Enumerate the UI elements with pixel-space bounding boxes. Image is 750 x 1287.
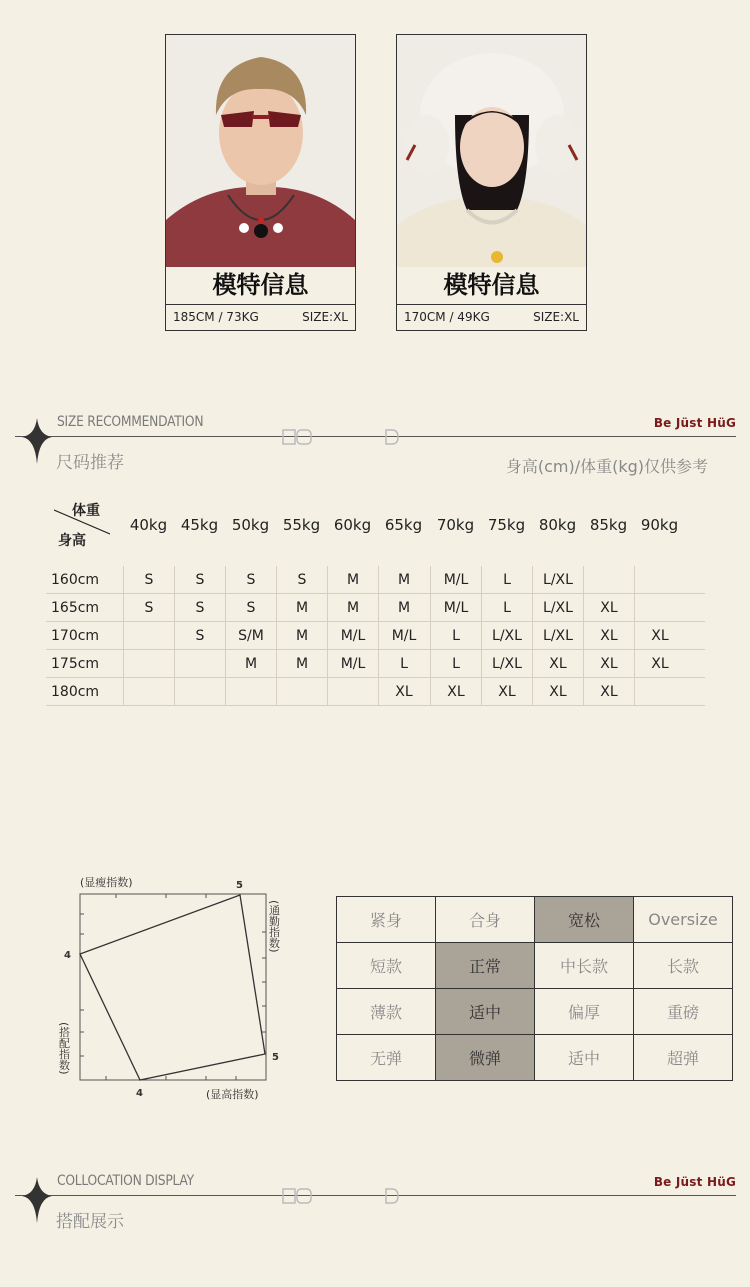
radar-top-value: 5 bbox=[236, 880, 243, 891]
row-height-label: 170cm bbox=[51, 628, 100, 644]
feature-cell: 合身 bbox=[436, 897, 535, 943]
feature-cell: Oversize bbox=[634, 897, 733, 943]
collocation-header bbox=[0, 1173, 750, 1243]
size-cell bbox=[225, 678, 276, 705]
size-cell: M bbox=[225, 650, 276, 677]
row-height-label: 175cm bbox=[51, 656, 100, 672]
size-cell: L bbox=[430, 622, 481, 649]
model-card-female bbox=[396, 34, 587, 331]
row-height-label: 165cm bbox=[51, 600, 100, 616]
size-cell: M bbox=[378, 594, 429, 621]
model-height-weight: 170CM / 49KG bbox=[404, 310, 490, 324]
feature-cell-selected: 宽松 bbox=[535, 897, 634, 943]
corner-height-label: 身高 bbox=[58, 533, 86, 549]
weight-header: 60kg bbox=[333, 516, 372, 534]
feature-cell: 短款 bbox=[337, 943, 436, 989]
size-cell: L bbox=[481, 566, 532, 593]
size-cell bbox=[327, 678, 378, 705]
radar-bottom-label: (显高指数) bbox=[206, 1088, 259, 1101]
weight-header: 40kg bbox=[129, 516, 168, 534]
size-cell: XL bbox=[532, 678, 583, 705]
weight-header: 75kg bbox=[487, 516, 526, 534]
size-cell bbox=[123, 678, 174, 705]
size-cell bbox=[123, 650, 174, 677]
feature-cell: 长款 bbox=[634, 943, 733, 989]
size-cell: S bbox=[225, 594, 276, 621]
brand-logo: Be Jüst HüG bbox=[653, 416, 736, 430]
section-title-zh: 尺码推荐 bbox=[56, 453, 124, 473]
weight-header: 90kg bbox=[640, 516, 679, 534]
feature-cell-selected: 正常 bbox=[436, 943, 535, 989]
radar-right-value: 5 bbox=[272, 1052, 279, 1063]
feature-cell: 紧身 bbox=[337, 897, 436, 943]
size-recommendation-header bbox=[0, 414, 750, 484]
radar-shape bbox=[80, 895, 265, 1080]
row-height-label: 160cm bbox=[51, 572, 100, 588]
brand-mark-icon bbox=[282, 1188, 312, 1204]
size-cell: L bbox=[481, 594, 532, 621]
brand-mark-icon bbox=[282, 429, 312, 445]
size-cell bbox=[634, 678, 685, 705]
radar-right-label: (通勤指数) bbox=[267, 900, 281, 953]
corner-weight-label: 体重 bbox=[72, 503, 100, 519]
size-cell: M bbox=[276, 650, 327, 677]
section-title-zh: 搭配展示 bbox=[56, 1212, 124, 1232]
size-cell: S bbox=[123, 594, 174, 621]
section-title-en: COLLOCATION DISPLAY bbox=[57, 1173, 194, 1189]
radar-left-value: 4 bbox=[64, 950, 71, 961]
feature-cell: 超弹 bbox=[634, 1035, 733, 1081]
model-size: SIZE:XL bbox=[302, 310, 348, 324]
feature-cell: 无弹 bbox=[337, 1035, 436, 1081]
model-photo-male bbox=[166, 35, 355, 267]
size-cell bbox=[583, 566, 634, 593]
size-cell: L/XL bbox=[532, 594, 583, 621]
feature-cell: 薄款 bbox=[337, 989, 436, 1035]
section-title-en: SIZE RECOMMENDATION bbox=[57, 414, 204, 430]
feature-cell: 重磅 bbox=[634, 989, 733, 1035]
size-cell: XL bbox=[634, 622, 685, 649]
model-title: 模特信息 bbox=[212, 271, 309, 299]
size-cell: M/L bbox=[430, 594, 481, 621]
model-title: 模特信息 bbox=[443, 271, 540, 299]
size-cell bbox=[174, 650, 225, 677]
size-cell bbox=[634, 566, 685, 593]
feature-cell-selected: 适中 bbox=[436, 989, 535, 1035]
row-height-label: 180cm bbox=[51, 684, 100, 700]
size-cell: M/L bbox=[378, 622, 429, 649]
weight-header: 80kg bbox=[538, 516, 577, 534]
size-cell: L bbox=[378, 650, 429, 677]
model-card-male bbox=[165, 34, 356, 331]
brand-logo: Be Jüst HüG bbox=[653, 1175, 736, 1189]
size-cell: XL bbox=[634, 650, 685, 677]
size-cell: L/XL bbox=[481, 622, 532, 649]
feature-table bbox=[336, 896, 733, 1081]
size-cell: XL bbox=[583, 594, 634, 621]
size-cell: M bbox=[378, 566, 429, 593]
size-cell: S bbox=[174, 622, 225, 649]
radar-chart bbox=[56, 872, 296, 1104]
size-row bbox=[46, 566, 705, 594]
size-cell: L bbox=[430, 650, 481, 677]
model-height-weight: 185CM / 73KG bbox=[173, 310, 259, 324]
d-mark-icon bbox=[384, 429, 400, 445]
size-cell: XL bbox=[481, 678, 532, 705]
weight-header: 85kg bbox=[589, 516, 628, 534]
size-row bbox=[46, 594, 705, 622]
size-cell: M/L bbox=[430, 566, 481, 593]
radar-top-label: (显瘦指数) bbox=[80, 876, 133, 889]
feature-cell-selected: 微弹 bbox=[436, 1035, 535, 1081]
size-cell: XL bbox=[583, 622, 634, 649]
model-stats bbox=[166, 304, 355, 330]
size-cell: M bbox=[276, 594, 327, 621]
sparkle-icon bbox=[22, 418, 52, 464]
size-cell: M bbox=[327, 594, 378, 621]
sparkle-icon bbox=[22, 1177, 52, 1223]
model-stats bbox=[397, 304, 586, 330]
size-cell: S/M bbox=[225, 622, 276, 649]
size-cell bbox=[634, 594, 685, 621]
size-cell: XL bbox=[378, 678, 429, 705]
size-cell bbox=[174, 678, 225, 705]
size-cell bbox=[123, 622, 174, 649]
size-cell: M bbox=[276, 622, 327, 649]
model-size: SIZE:XL bbox=[533, 310, 579, 324]
size-row bbox=[46, 622, 705, 650]
size-cell: XL bbox=[430, 678, 481, 705]
size-cell: M/L bbox=[327, 622, 378, 649]
weight-header: 65kg bbox=[384, 516, 423, 534]
radar-left-label: (搭配指数) bbox=[57, 1022, 71, 1075]
weight-header: 55kg bbox=[282, 516, 321, 534]
size-cell: XL bbox=[583, 678, 634, 705]
weight-header: 70kg bbox=[436, 516, 475, 534]
weight-header: 50kg bbox=[231, 516, 270, 534]
size-cell: XL bbox=[532, 650, 583, 677]
size-cell: XL bbox=[583, 650, 634, 677]
size-note: 身高(cm)/体重(kg)仅供参考 bbox=[505, 457, 708, 476]
size-cell: S bbox=[225, 566, 276, 593]
size-cell: S bbox=[174, 594, 225, 621]
size-row bbox=[46, 678, 705, 706]
size-cell: M/L bbox=[327, 650, 378, 677]
feature-cell: 偏厚 bbox=[535, 989, 634, 1035]
feature-cell: 适中 bbox=[535, 1035, 634, 1081]
size-row bbox=[46, 650, 705, 678]
weights-header-row bbox=[46, 492, 706, 552]
size-cell bbox=[276, 678, 327, 705]
size-cell: L/XL bbox=[532, 622, 583, 649]
size-cell: L/XL bbox=[532, 566, 583, 593]
weight-header: 45kg bbox=[180, 516, 219, 534]
size-cell: S bbox=[174, 566, 225, 593]
radar-bottom-value: 4 bbox=[136, 1088, 143, 1099]
size-cell: L/XL bbox=[481, 650, 532, 677]
model-photo-female bbox=[397, 35, 586, 267]
feature-cell: 中长款 bbox=[535, 943, 634, 989]
section-divider bbox=[15, 436, 736, 437]
section-divider bbox=[15, 1195, 736, 1196]
size-cell: S bbox=[123, 566, 174, 593]
d-mark-icon bbox=[384, 1188, 400, 1204]
size-cell: M bbox=[327, 566, 378, 593]
size-cell: S bbox=[276, 566, 327, 593]
